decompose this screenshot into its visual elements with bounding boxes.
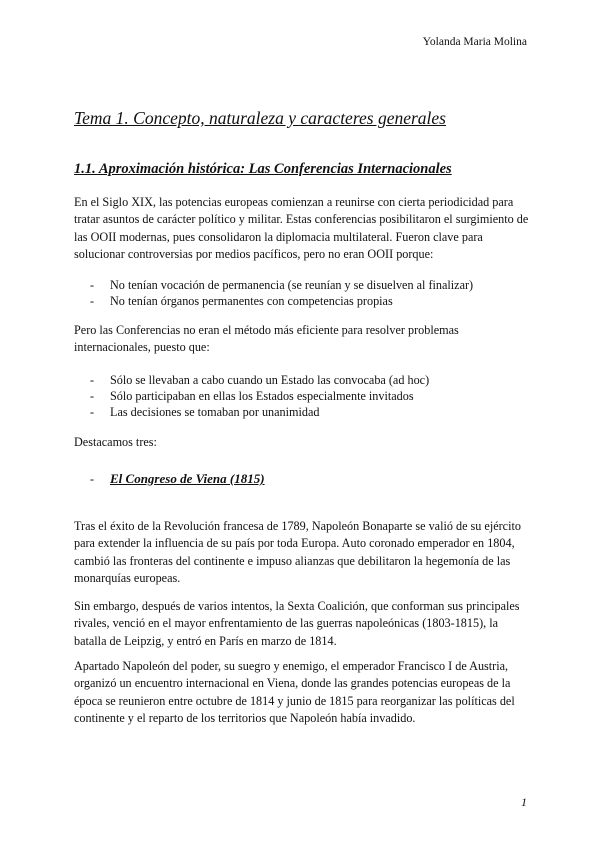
text-line: rivales, venció en el mayor enfrentamiento de las guerras napoleónicas (1803-1815), la — [74, 616, 499, 631]
paragraph-2 — [74, 322, 544, 357]
list-item-text: Las decisiones se tomaban por unanimidad — [110, 405, 320, 419]
text-line: Pero las Conferencias no eran el método más eficiente para resolver problemas — [74, 323, 459, 337]
text-line: En el Siglo XIX, las potencias europeas comienzan a reunirse con cierta periodicidad para — [74, 195, 514, 209]
bullet-dash: - — [90, 472, 95, 486]
list-item — [90, 404, 429, 420]
list-item-text: Sólo se llevaban a cabo cuando un Estado las convocaba (ad hoc) — [110, 373, 430, 387]
text-line: las OOII modernas, pues consolidaron la diplomacia multilateral. Fueron clave para — [74, 229, 483, 244]
paragraph-5 — [74, 598, 544, 650]
text-line: organizó un encuentro internacional en Viena, donde las grandes potencias europeas de la — [74, 676, 511, 691]
paragraph-1 — [74, 194, 544, 264]
bullet-dash: - — [90, 278, 95, 292]
bullet-dash: - — [90, 389, 95, 403]
text-line: época se reunieron entre octubre de 1814 y junio de 1815 para reorganizar las políticas del — [74, 693, 515, 708]
paragraph-6 — [74, 658, 544, 728]
text-line: Sin embargo, después de varios intentos, la Sexta Coalición, que conforman sus principales — [74, 599, 520, 613]
text-line: tratar asuntos de carácter político y militar. Estas conferencias posibilitaron el surgimiento de — [74, 212, 529, 227]
text-line: internacionales, puesto que: — [74, 340, 210, 355]
text-line: Destacamos tres: — [74, 435, 157, 449]
list-1 — [90, 277, 473, 309]
list-item-text: Sólo participaban en ellas los Estados especialmente invitados — [110, 389, 414, 403]
text-line: batalla de Leipzig, y entró en París en marzo de 1814. — [74, 633, 337, 648]
paragraph-3 — [74, 434, 544, 451]
page-number: 1 — [521, 795, 527, 809]
subheading: El Congreso de Viena (1815) — [110, 471, 265, 486]
section-heading: 1.1. Aproximación histórica: Las Conferencias Internacionales — [74, 161, 452, 177]
text-line: cambió las fronteras del continente e impuso alianzas que debilitaron la hegemonía de las — [74, 553, 511, 568]
subheading-line — [90, 471, 265, 487]
header-author: Yolanda Maria Molina — [422, 36, 527, 48]
list-item — [90, 372, 429, 388]
subheading-item — [90, 471, 265, 487]
text-line: para extender la influencia de su país por toda Europa. Auto coronado emperador en 1804, — [74, 536, 515, 551]
text-line: monarquías europeas. — [74, 571, 181, 586]
bullet-dash: - — [90, 294, 95, 308]
list-item — [90, 388, 429, 404]
bullet-dash: - — [90, 373, 95, 387]
text-line: continente y el reparto de los territorios que Napoleón había invadido. — [74, 711, 416, 726]
text-line: Apartado Napoleón del poder, su suegro y enemigo, el emperador Francisco I de Austria, — [74, 659, 509, 673]
text-line: Tras el éxito de la Revolución francesa de 1789, Napoleón Bonaparte se valió de su ejército — [74, 519, 521, 533]
list-item-text: No tenían órganos permanentes con competencias propias — [110, 294, 393, 308]
list-item — [90, 277, 473, 293]
paragraph-4 — [74, 518, 544, 588]
text-line: solucionar controversias por medios pacíficos, pero no eran OOII porque: — [74, 247, 434, 262]
bullet-dash: - — [90, 405, 95, 419]
list-item-text: No tenían vocación de permanencia (se reunían y se disuelven al finalizar) — [110, 278, 474, 292]
list-2 — [90, 372, 429, 420]
page-title: Tema 1. Concepto, naturaleza y caracteres generales — [74, 108, 446, 128]
list-item — [90, 293, 473, 309]
